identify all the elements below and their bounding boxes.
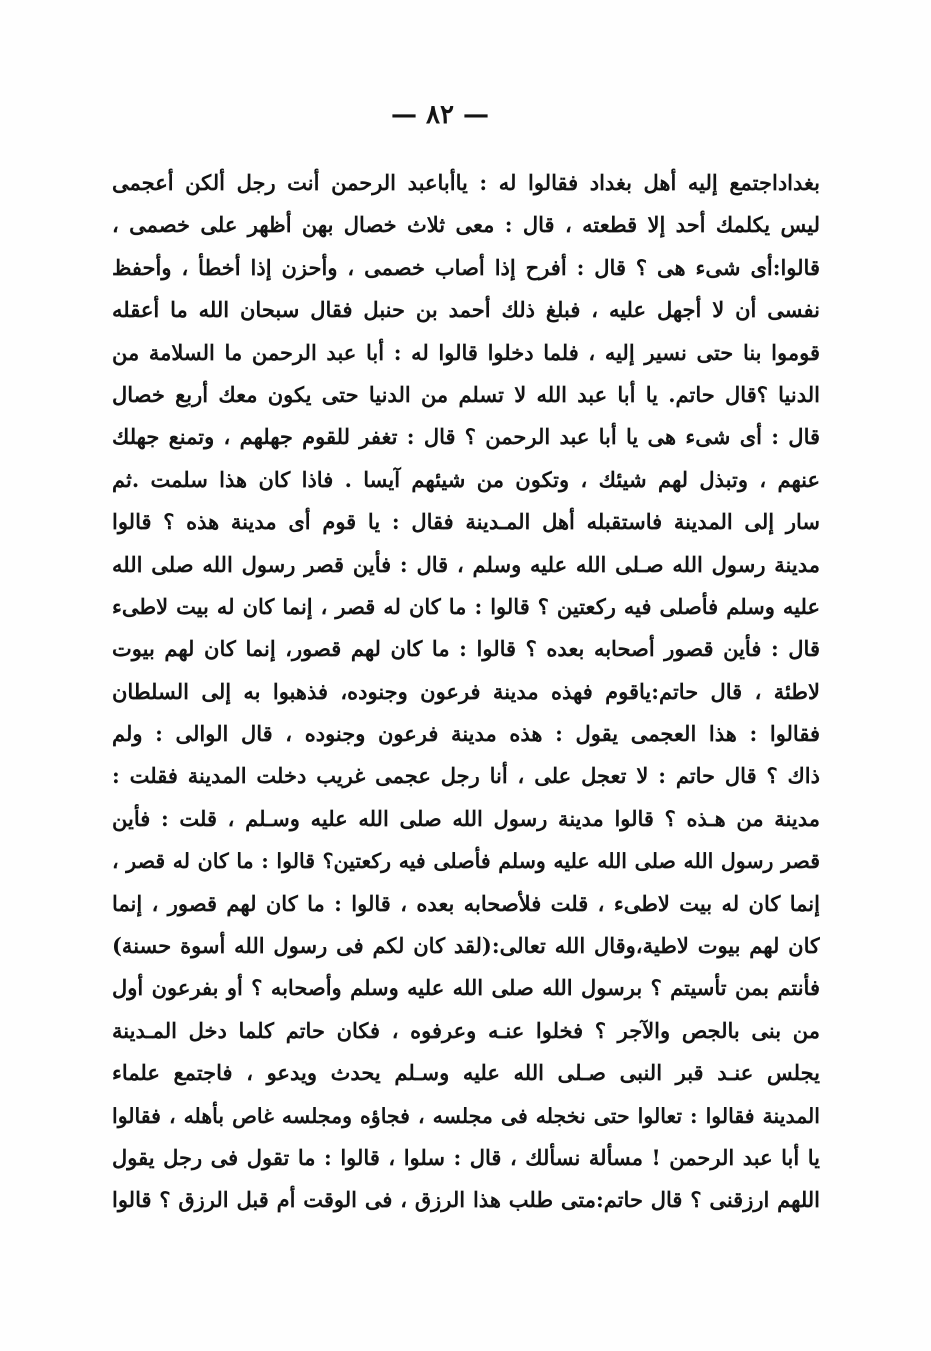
- text-line: ذاك ؟ قال حاتم : لا تعجل على ، أنا رجل عجمى غريب دخلت المدينة فقلت :: [112, 763, 820, 789]
- text-line: فقالوا : هذا العجمى يقول : هذه مدينة فرعون وجنوده ، قال الوالى : ولم: [112, 721, 820, 747]
- text-line: لاطئة ، قال حاتم:ياقوم فهذه مدينة فرعون وجنوده، فذهبوا به إلى السلطان: [112, 678, 820, 704]
- text-line: كان لهم بيوت لاطية،وقال الله تعالى:(لقد كان لكم فى رسول الله أسوة حسنة): [112, 933, 820, 959]
- text-line: عليه وسلم فأصلى فيه ركعتين ؟ قالوا : ما كان له قصر ، إنما كان له بيت لاطىء: [112, 593, 820, 619]
- text-line: المدينة فقالوا : تعالوا حتى نخجله فى مجلسه ، فجاؤه ومجلسه غاص بأهله ، فقالوا: [112, 1103, 820, 1128]
- text-line: بغداداجتمع إليه أهل بغداد فقالوا له : ياأباعبد الرحمن أنت رجل ألكن أعجمى: [112, 170, 820, 195]
- text-line: سار إلى المدينة فاستقبله أهل المـدينة فقال : يا قوم أى مدينة هذه ؟ قالوا: [112, 509, 820, 535]
- body-text: [112, 162, 820, 1222]
- text-line: إنما كان له بيت لاطىء ، قلت فلأصحابه بعده ، قالوا : ما كان لهم قصور ، إنما: [112, 890, 820, 916]
- page-number: — ٨٢ —: [390, 100, 490, 130]
- text-line: اللهم ارزقنى ؟ قال حاتم:متى طلب هذا الرزق ، فى الوقت أم قبل الرزق ؟ قالوا: [112, 1187, 820, 1213]
- text-line: ليس يكلمك أحد إلا قطعته ، قال : معى ثلاث خصال بهن أظهر على خصمى ،: [112, 212, 820, 238]
- text-line: فأنتم بمن تأسيتم ؟ برسول الله صلى الله عليه وسلم وأصحابه ؟ أو بفرعون أول: [112, 975, 820, 1001]
- text-line: يجلس عنـد قبر النبى صـلى الله عليه وسـلم يحدث ويدعو ، فاجتمع علماء: [112, 1060, 820, 1086]
- text-line: قوموا بنا حتى نسير إليه ، فلما دخلوا قالوا له : أبا عبد الرحمن ما السلامة من: [112, 339, 820, 365]
- text-line: مدينة رسول الله صـلى الله عليه وسلم ، قال : فأين قصر رسول الله صلى الله: [112, 551, 820, 577]
- text-line: قالوا:أى شىء هى ؟ قال : أفرح إذا أصاب خصمى ، وأحزن إذا أخطأ ، وأحفظ: [112, 254, 820, 280]
- text-line: يا أبا عبد الرحمن ! مسألة نسألك ، قال : سلوا ، قالوا : ما تقول فى رجل يقول: [112, 1144, 820, 1170]
- text-line: عنهم ، وتبذل لهم شيئك ، وتكون من شيئهم آيسا . فاذا كان هذا سلمت .ثم: [112, 466, 820, 492]
- text-line: من بنى بالجص والآجر ؟ فخلوا عنـه وعرفوه ، فكان حاتم كلما دخل المـدينة: [112, 1017, 820, 1043]
- text-line: قال : أى شىء هى يا أبا عبد الرحمن ؟ قال : تغفر للقوم جهلهم ، وتمنع جهلك: [112, 424, 820, 450]
- text-line: الدنيا ؟قال حاتم. يا أبا عبد الله لا تسلم من الدنيا حتى يكون معك أربع خصال: [112, 381, 820, 407]
- text-line: نفسى أن لا أجهل عليه ، فبلغ ذلك أحمد بن حنبل فقال سبحان الله ما أعقله: [112, 297, 820, 323]
- text-line: مدينة من هـذه ؟ قالوا مدينة رسول الله صلى الله عليه وسـلم ، قلت : فأين: [112, 805, 820, 831]
- text-line: قال : فأين قصور أصحابه بعده ؟ قالوا : ما كان لهم قصور، إنما كان لهم بيوت: [112, 636, 820, 662]
- text-line: قصر رسول الله صلى الله عليه وسلم فأصلى فيه ركعتين؟ قالوا : ما كان له قصر ،: [112, 849, 820, 874]
